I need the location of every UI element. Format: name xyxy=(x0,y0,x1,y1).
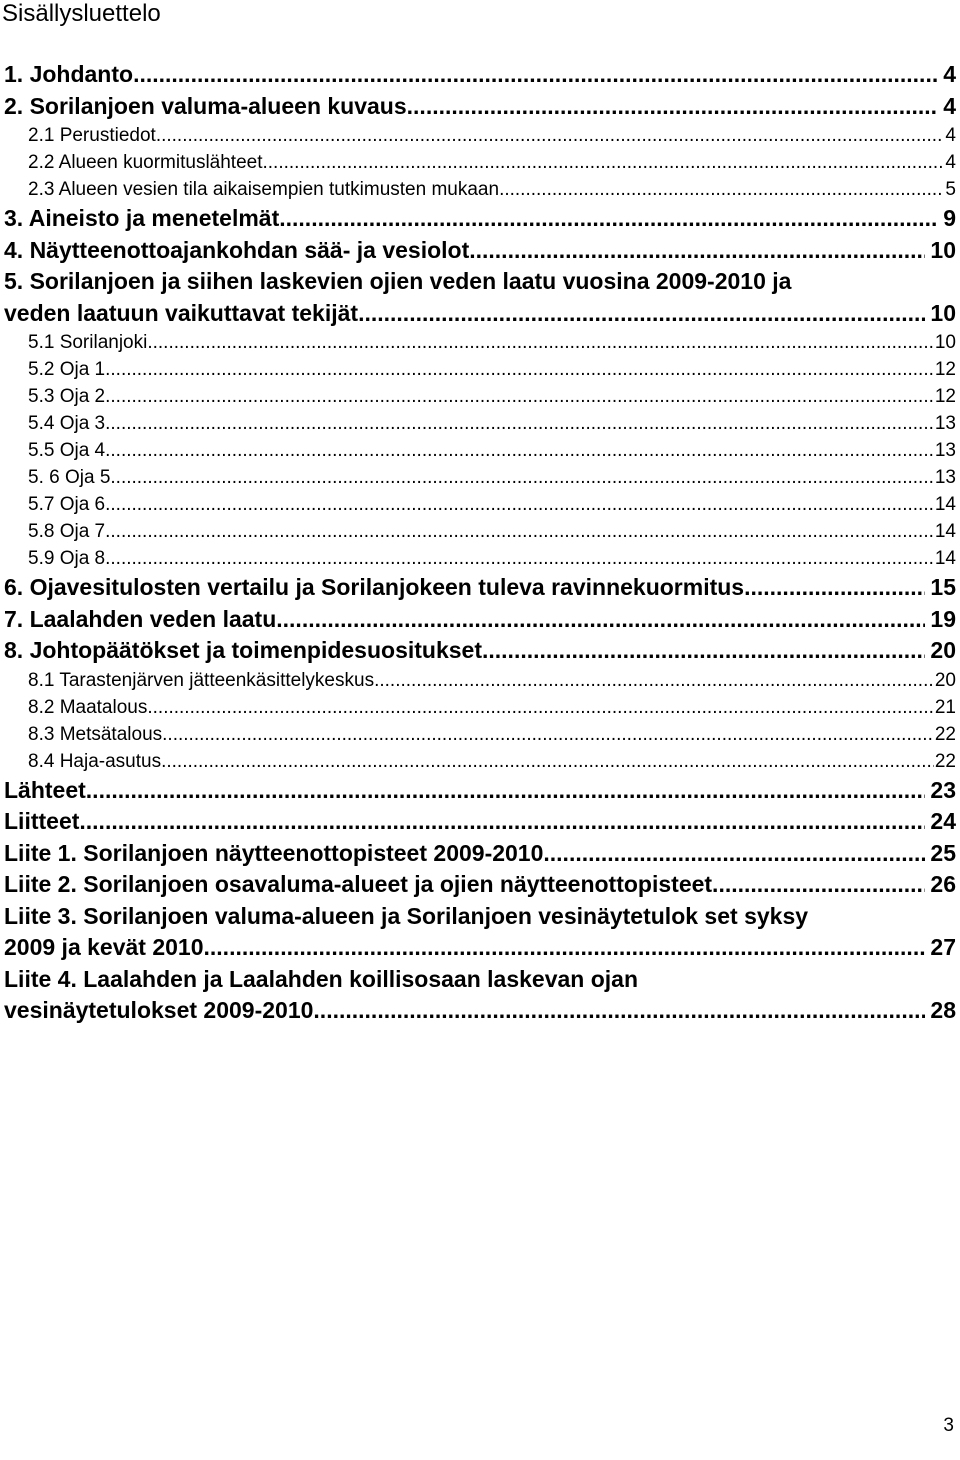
dot-leader xyxy=(105,437,934,464)
toc-entry-page: 22 xyxy=(934,750,956,772)
dot-leader xyxy=(105,383,934,410)
toc-entry[interactable] xyxy=(4,694,956,721)
dot-leader xyxy=(718,869,925,901)
toc-entry-title: 5.9 Oja 8 xyxy=(28,548,106,569)
toc-entry-page: 10 xyxy=(930,299,956,326)
toc-entry-page: 9 xyxy=(943,205,956,231)
toc-entry[interactable] xyxy=(4,748,956,775)
toc-entry-page: 24 xyxy=(930,808,956,834)
toc-entry-page: 27 xyxy=(930,934,956,960)
dot-leader xyxy=(279,203,938,235)
toc-entry-page: 23 xyxy=(930,776,956,803)
toc-entry-title: 8. Johtopäätökset ja toimenpidesuositukset xyxy=(4,637,482,663)
toc-entry[interactable] xyxy=(4,329,956,356)
toc-entry-title: 3. Aineisto ja menetelmät xyxy=(4,205,280,231)
dot-leader xyxy=(469,235,925,267)
dot-leader xyxy=(79,806,925,838)
toc-entry[interactable] xyxy=(4,464,956,491)
dot-leader xyxy=(147,329,934,356)
toc-entry-title-line: Liite 4. Laalahden ja Laalahden koillisosaan laskevan ojan xyxy=(4,965,639,992)
dot-leader xyxy=(543,838,925,870)
toc-entry-title: 2.2 Alueen kuormituslähteet xyxy=(28,152,263,173)
dot-leader xyxy=(156,122,945,149)
toc-entry-title: 5.7 Oja 6 xyxy=(28,494,106,515)
toc-entry[interactable] xyxy=(4,667,956,694)
dot-leader xyxy=(374,667,934,694)
toc-entry[interactable] xyxy=(4,176,956,203)
toc-entry-page: 21 xyxy=(934,696,956,718)
toc-entry-page: 4 xyxy=(945,152,956,173)
toc-entry[interactable] xyxy=(4,59,956,91)
toc-entry-title: 8.2 Maatalous xyxy=(28,696,148,718)
toc-entry-title: 2009 ja kevät 2010 xyxy=(4,934,204,960)
toc-entry-title: 2. Sorilanjoen valuma-alueen kuvaus xyxy=(4,92,407,119)
toc-entry-page: 4 xyxy=(943,61,956,87)
toc-entry[interactable] xyxy=(4,383,956,410)
toc-entry-title: 2.1 Perustiedot xyxy=(28,125,156,146)
toc-entry-title: Liite 1. Sorilanjoen näytteenottopisteet 2009-2010 xyxy=(4,839,544,866)
dot-leader xyxy=(313,995,925,1027)
dot-leader xyxy=(162,721,934,748)
dot-leader xyxy=(161,748,934,775)
table-of-contents xyxy=(4,59,956,1027)
dot-leader xyxy=(105,491,934,518)
toc-entry-title: 5.1 Sorilanjoki xyxy=(28,332,148,353)
toc-entry-page: 14 xyxy=(934,521,956,542)
toc-entry-page: 25 xyxy=(930,839,956,866)
toc-entry[interactable] xyxy=(4,122,956,149)
toc-entry[interactable] xyxy=(4,91,956,123)
dot-leader xyxy=(358,298,925,330)
dot-leader xyxy=(499,176,944,203)
dot-leader xyxy=(407,91,939,123)
toc-entry-title: 1. Johdanto xyxy=(4,61,134,87)
toc-entry-title: 2.3 Alueen vesien tila aikaisempien tutkimusten mukaan xyxy=(28,179,500,200)
dot-leader xyxy=(105,545,934,572)
toc-entry[interactable] xyxy=(4,964,956,1027)
toc-entry-page: 10 xyxy=(934,332,956,353)
toc-entry-page: 20 xyxy=(934,669,956,691)
toc-entry[interactable] xyxy=(4,410,956,437)
toc-entry-page: 19 xyxy=(930,605,956,632)
toc-entry[interactable] xyxy=(4,635,956,667)
toc-entry-title: 5. 6 Oja 5 xyxy=(28,467,111,488)
toc-entry-page: 12 xyxy=(934,386,956,407)
toc-entry-page: 12 xyxy=(934,359,956,380)
toc-entry[interactable] xyxy=(4,869,956,901)
toc-entry[interactable] xyxy=(4,235,956,267)
dot-leader xyxy=(204,932,926,964)
toc-entry[interactable] xyxy=(4,721,956,748)
toc-entry-page: 15 xyxy=(930,574,956,600)
toc-entry[interactable] xyxy=(4,149,956,176)
toc-entry-page: 14 xyxy=(934,494,956,515)
dot-leader xyxy=(133,59,938,91)
toc-entry[interactable] xyxy=(4,806,956,838)
toc-entry-title: 6. Ojavesitulosten vertailu ja Sorilanjokeen tuleva ravinnekuormitus xyxy=(4,574,745,600)
toc-entry-page: 20 xyxy=(930,637,956,663)
dot-leader xyxy=(105,518,934,545)
toc-entry-page: 13 xyxy=(934,440,956,461)
dot-leader xyxy=(147,694,934,721)
toc-entry[interactable] xyxy=(4,491,956,518)
toc-entry[interactable] xyxy=(4,266,956,329)
page-number: 3 xyxy=(943,1415,954,1436)
toc-entry[interactable] xyxy=(4,518,956,545)
toc-entry-title: 5.2 Oja 1 xyxy=(28,359,106,380)
toc-entry-title: 5.5 Oja 4 xyxy=(28,440,106,461)
dot-leader xyxy=(105,410,934,437)
toc-entry-page: 22 xyxy=(934,723,956,745)
toc-entry-title-line: Liite 3. Sorilanjoen valuma-alueen ja Sorilanjoen vesinäytetulok set syksy xyxy=(4,902,809,929)
toc-entry-title: 5.4 Oja 3 xyxy=(28,413,106,434)
toc-entry-title: Liite 2. Sorilanjoen osavaluma-alueet ja ojien näytteenottopisteet. xyxy=(4,871,719,897)
toc-entry-page: 13 xyxy=(934,413,956,434)
page-title: Sisällysluettelo xyxy=(2,0,161,27)
dot-leader xyxy=(263,149,945,176)
toc-entry-title: 8.1 Tarastenjärven jätteenkäsittelykeskus xyxy=(28,669,375,691)
toc-entry-page: 28 xyxy=(930,997,956,1023)
toc-entry-title: veden laatuun vaikuttavat tekijät xyxy=(4,299,359,326)
dot-leader xyxy=(105,356,934,383)
toc-entry-page: 4 xyxy=(943,92,956,119)
toc-entry[interactable] xyxy=(4,437,956,464)
toc-entry-page: 26 xyxy=(930,871,956,897)
toc-entry-page: 13 xyxy=(934,467,956,488)
toc-entry-title: 8.3 Metsätalous xyxy=(28,723,163,745)
toc-entry-title-line: 5. Sorilanjoen ja siihen laskevien ojien veden laatu vuosina 2009-2010 ja xyxy=(4,268,792,294)
toc-entry-page: 5 xyxy=(945,179,956,200)
toc-entry[interactable] xyxy=(4,545,956,572)
toc-entry[interactable] xyxy=(4,775,956,807)
toc-entry[interactable] xyxy=(4,203,956,235)
toc-entry-title: 5.8 Oja 7 xyxy=(28,521,106,542)
toc-entry[interactable] xyxy=(4,901,956,964)
toc-entry-title: 4. Näytteenottoajankohdan sää- ja vesiolot xyxy=(4,236,470,263)
dot-leader xyxy=(86,775,926,807)
dot-leader xyxy=(744,572,925,604)
toc-entry[interactable] xyxy=(4,838,956,870)
dot-leader xyxy=(482,635,925,667)
toc-entry-title: vesinäytetulokset 2009-2010 xyxy=(4,997,314,1023)
toc-entry[interactable] xyxy=(4,572,956,604)
toc-entry-title: 8.4 Haja-asutus xyxy=(28,750,162,772)
toc-entry-title: 5.3 Oja 2 xyxy=(28,386,106,407)
toc-entry-page: 10 xyxy=(930,236,956,263)
toc-entry[interactable] xyxy=(4,356,956,383)
toc-entry[interactable] xyxy=(4,604,956,636)
toc-entry-title: Liitteet xyxy=(4,808,80,834)
dot-leader xyxy=(110,464,933,491)
toc-entry-page: 14 xyxy=(934,548,956,569)
dot-leader xyxy=(276,604,925,636)
toc-entry-page: 4 xyxy=(945,125,956,146)
toc-entry-title: Lähteet xyxy=(4,776,86,803)
toc-entry-title: 7. Laalahden veden laatu xyxy=(4,605,277,632)
